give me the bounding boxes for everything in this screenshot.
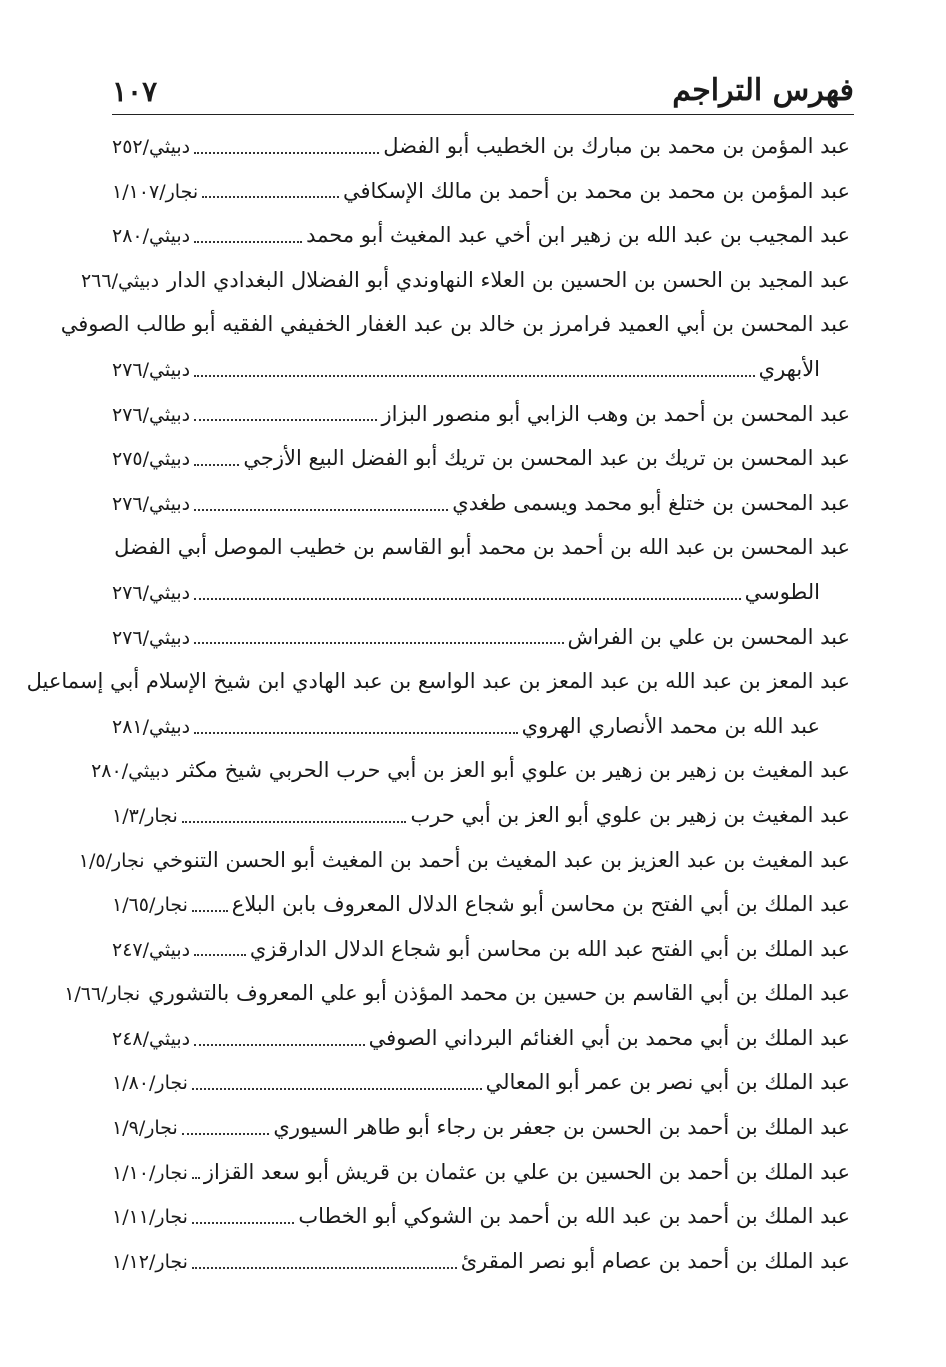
dot-leader — [202, 195, 339, 198]
entry-reference: نجار/١/٩ — [112, 1117, 178, 1140]
entry-line — [112, 1194, 850, 1239]
dot-leader — [192, 1221, 294, 1224]
entry-reference: دبيثي/٢٧٦ — [112, 626, 191, 649]
entry-name: عبد المعز بن عبد الله بن عبد المعز بن عبد الواسع بن عبد الهادي ابن شيخ الإسلام أبي إسماعيل — [26, 669, 850, 694]
entry-reference: نجار/١/٦٥ — [112, 894, 188, 917]
entry-name: عبد الملك بن أبي القاسم بن حسين بن محمد المؤذن أبو علي المعروف بالتشوري — [148, 981, 850, 1006]
dot-leader — [194, 508, 448, 511]
entry-line — [60, 302, 850, 347]
entry-line — [112, 615, 850, 660]
entry-reference: دبيثي/٢٤٧ — [112, 938, 191, 961]
entry-line — [78, 838, 850, 883]
entry-reference: دبيثي/٢٧٦ — [112, 358, 191, 381]
entry-name: عبد المؤمن بن محمد بن محمد بن أحمد بن مالك الإسكافي — [342, 178, 850, 203]
entry-reference: دبيثي/٢٨٠ — [91, 760, 170, 783]
entry-reference: دبيثي/٢٧٦ — [112, 492, 191, 515]
index-entry — [112, 169, 850, 214]
entry-line — [91, 748, 850, 793]
index-entry — [112, 124, 850, 169]
entry-name: عبد الملك بن أبي نصر بن عمر أبو المعالي — [485, 1070, 850, 1095]
index-entry — [78, 838, 850, 883]
dot-leader — [192, 909, 228, 912]
entry-line — [112, 436, 850, 481]
entry-reference: نجار/١/١١ — [112, 1206, 188, 1229]
dot-leader — [194, 1043, 364, 1046]
entry-reference: دبيثي/٢٧٦ — [112, 403, 191, 426]
dot-leader — [194, 240, 302, 243]
entry-name: عبد المحسن بن ختلغ أبو محمد ويسمى طغدي — [452, 490, 850, 515]
dot-leader — [194, 953, 246, 956]
entry-name: عبد المغيث بن عبد العزيز بن عبد المغيث بن أحمد بن المغيث أبو الحسن التنوخي — [152, 847, 850, 872]
entry-reference: نجار/١/٦٦ — [64, 983, 141, 1006]
entry-name: عبد المحسن بن أحمد بن وهب الزابي أبو منصور البزاز — [381, 401, 850, 426]
entry-reference: نجار/١/١٢ — [112, 1250, 188, 1273]
index-entry — [60, 302, 850, 391]
dot-leader — [192, 1087, 482, 1090]
entry-name: عبد المحسن بن أبي العميد فرامرز بن خالد بن عبد الغفار الخفيفي الفقيه أبو طالب الصوفي — [60, 312, 850, 337]
dot-leader — [194, 374, 755, 377]
index-entry — [112, 1016, 850, 1061]
entry-line — [112, 1105, 850, 1150]
entry-line — [112, 882, 850, 927]
index-entry — [112, 793, 850, 838]
entry-name: عبد المجيب بن عبد الله بن زهير ابن أخي عبد المغيث أبو محمد — [306, 223, 850, 248]
entry-name: عبد الملك بن أحمد بن الحسن بن جعفر بن رجاء أبو طاهر السيوري — [273, 1115, 850, 1140]
entry-reference: نجار/١/١٠ — [112, 1161, 188, 1184]
entry-reference: دبيثي/٢٥٢ — [112, 136, 191, 158]
entry-reference: نجار/١/٥ — [78, 849, 145, 872]
entry-reference: دبيثي/٢٨٠ — [112, 225, 191, 248]
entry-line — [112, 392, 850, 437]
dot-leader — [194, 463, 239, 466]
entry-name: الأبهري — [758, 356, 820, 381]
entry-name: عبد المؤمن بن محمد بن مبارك بن الخطيب أبو الفضل — [383, 134, 850, 158]
entry-reference: دبيثي/٢٤٨ — [112, 1027, 191, 1050]
entry-name: عبد الملك بن أحمد بن عصام أبو نصر المقرئ — [460, 1248, 850, 1273]
index-entry — [112, 436, 850, 481]
entry-line — [80, 258, 850, 303]
entry-line — [112, 793, 850, 838]
entry-line — [112, 481, 850, 526]
entry-name: الطوسي — [744, 579, 820, 604]
dot-leader — [182, 1132, 270, 1135]
entry-line — [26, 659, 850, 704]
entry-name: عبد المجيد بن الحسن بن الحسين بن العلاء النهاوندي أبو الفضلال البغدادي الدار — [167, 267, 850, 292]
dot-leader — [194, 641, 563, 644]
entry-line — [112, 213, 850, 258]
dot-leader — [194, 731, 517, 734]
index-entry — [80, 258, 850, 303]
entry-line — [112, 1016, 850, 1061]
index-entries — [26, 124, 850, 1283]
index-entry — [91, 748, 850, 793]
index-entry — [112, 615, 850, 660]
dot-leader — [192, 1266, 457, 1269]
entry-reference: دبيثي/٢٦٦ — [80, 269, 160, 292]
entry-name: عبد المغيث بن زهير بن علوي أبو العز بن أبي حرب — [410, 802, 850, 827]
entry-line — [112, 169, 850, 214]
page-number: ١٠٧ — [112, 75, 158, 108]
page-title: فهرس التراجم — [672, 73, 854, 108]
entry-name: عبد المحسن بن علي بن الفراش — [567, 624, 850, 649]
index-entry — [112, 525, 850, 614]
entry-line — [112, 347, 850, 392]
index-entry — [112, 392, 850, 437]
index-entry — [112, 1239, 850, 1284]
entry-reference: دبيثي/٢٧٥ — [112, 448, 191, 471]
entry-line — [112, 1239, 850, 1284]
entry-reference: دبيثي/٢٨١ — [112, 715, 191, 738]
index-entry — [112, 1060, 850, 1105]
entry-name: عبد المغيث بن زهير بن زهير بن علوي أبو العز بن أبي حرب الحربي شيخ مكثر — [177, 758, 850, 783]
entry-line — [112, 525, 850, 570]
entry-name: عبد المحسن بن عبد الله بن أحمد بن محمد أبو القاسم بن خطيب الموصل أبي الفضل — [114, 535, 850, 560]
entry-name: عبد الله بن محمد الأنصاري الهروي — [521, 713, 820, 738]
entry-line — [112, 124, 850, 169]
dot-leader — [182, 820, 407, 823]
index-entry — [112, 213, 850, 258]
entry-name: عبد المحسن بن تريك بن عبد المحسن بن تريك أبو الفضل البيع الأزجي — [243, 446, 850, 471]
entry-name: عبد الملك بن أبي الفتح بن محاسن أبو شجاع الدلال المعروف بابن البلاع — [231, 892, 850, 917]
index-entry — [112, 1194, 850, 1239]
index-entry — [112, 1150, 850, 1195]
entry-reference: نجار/١/١٠٧ — [112, 180, 199, 203]
index-entry — [112, 927, 850, 972]
entry-line — [64, 971, 850, 1016]
dot-leader — [194, 151, 379, 154]
index-entry — [64, 971, 850, 1016]
dot-leader — [194, 418, 377, 421]
page-header — [112, 58, 854, 115]
entry-line — [112, 570, 850, 615]
entry-name: عبد الملك بن أحمد بن الحسين بن علي بن عثمان بن قريش أبو سعد القزاز — [203, 1159, 850, 1184]
entry-name: عبد الملك بن أحمد بن عبد الله بن أحمد بن الشوكي أبو الخطاب — [298, 1204, 850, 1229]
entry-name: عبد الملك بن أبي محمد بن أبي الغنائم البرداني الصوفي — [368, 1025, 850, 1050]
index-entry — [26, 659, 850, 748]
entry-reference: نجار/١/٨٠ — [112, 1072, 188, 1095]
entry-line — [112, 1150, 850, 1195]
entry-line — [112, 927, 850, 972]
index-entry — [112, 882, 850, 927]
entry-reference: دبيثي/٢٧٦ — [112, 581, 191, 604]
entry-line — [112, 1060, 850, 1105]
index-entry — [112, 481, 850, 526]
dot-leader — [194, 597, 740, 600]
entry-name: عبد الملك بن أبي الفتح عبد الله بن محاسن أبو شجاع الدلال الدارقزي — [249, 936, 850, 961]
dot-leader — [192, 1176, 200, 1179]
entry-line — [112, 704, 850, 749]
index-entry — [112, 1105, 850, 1150]
entry-reference: نجار/١/٣ — [112, 804, 178, 827]
